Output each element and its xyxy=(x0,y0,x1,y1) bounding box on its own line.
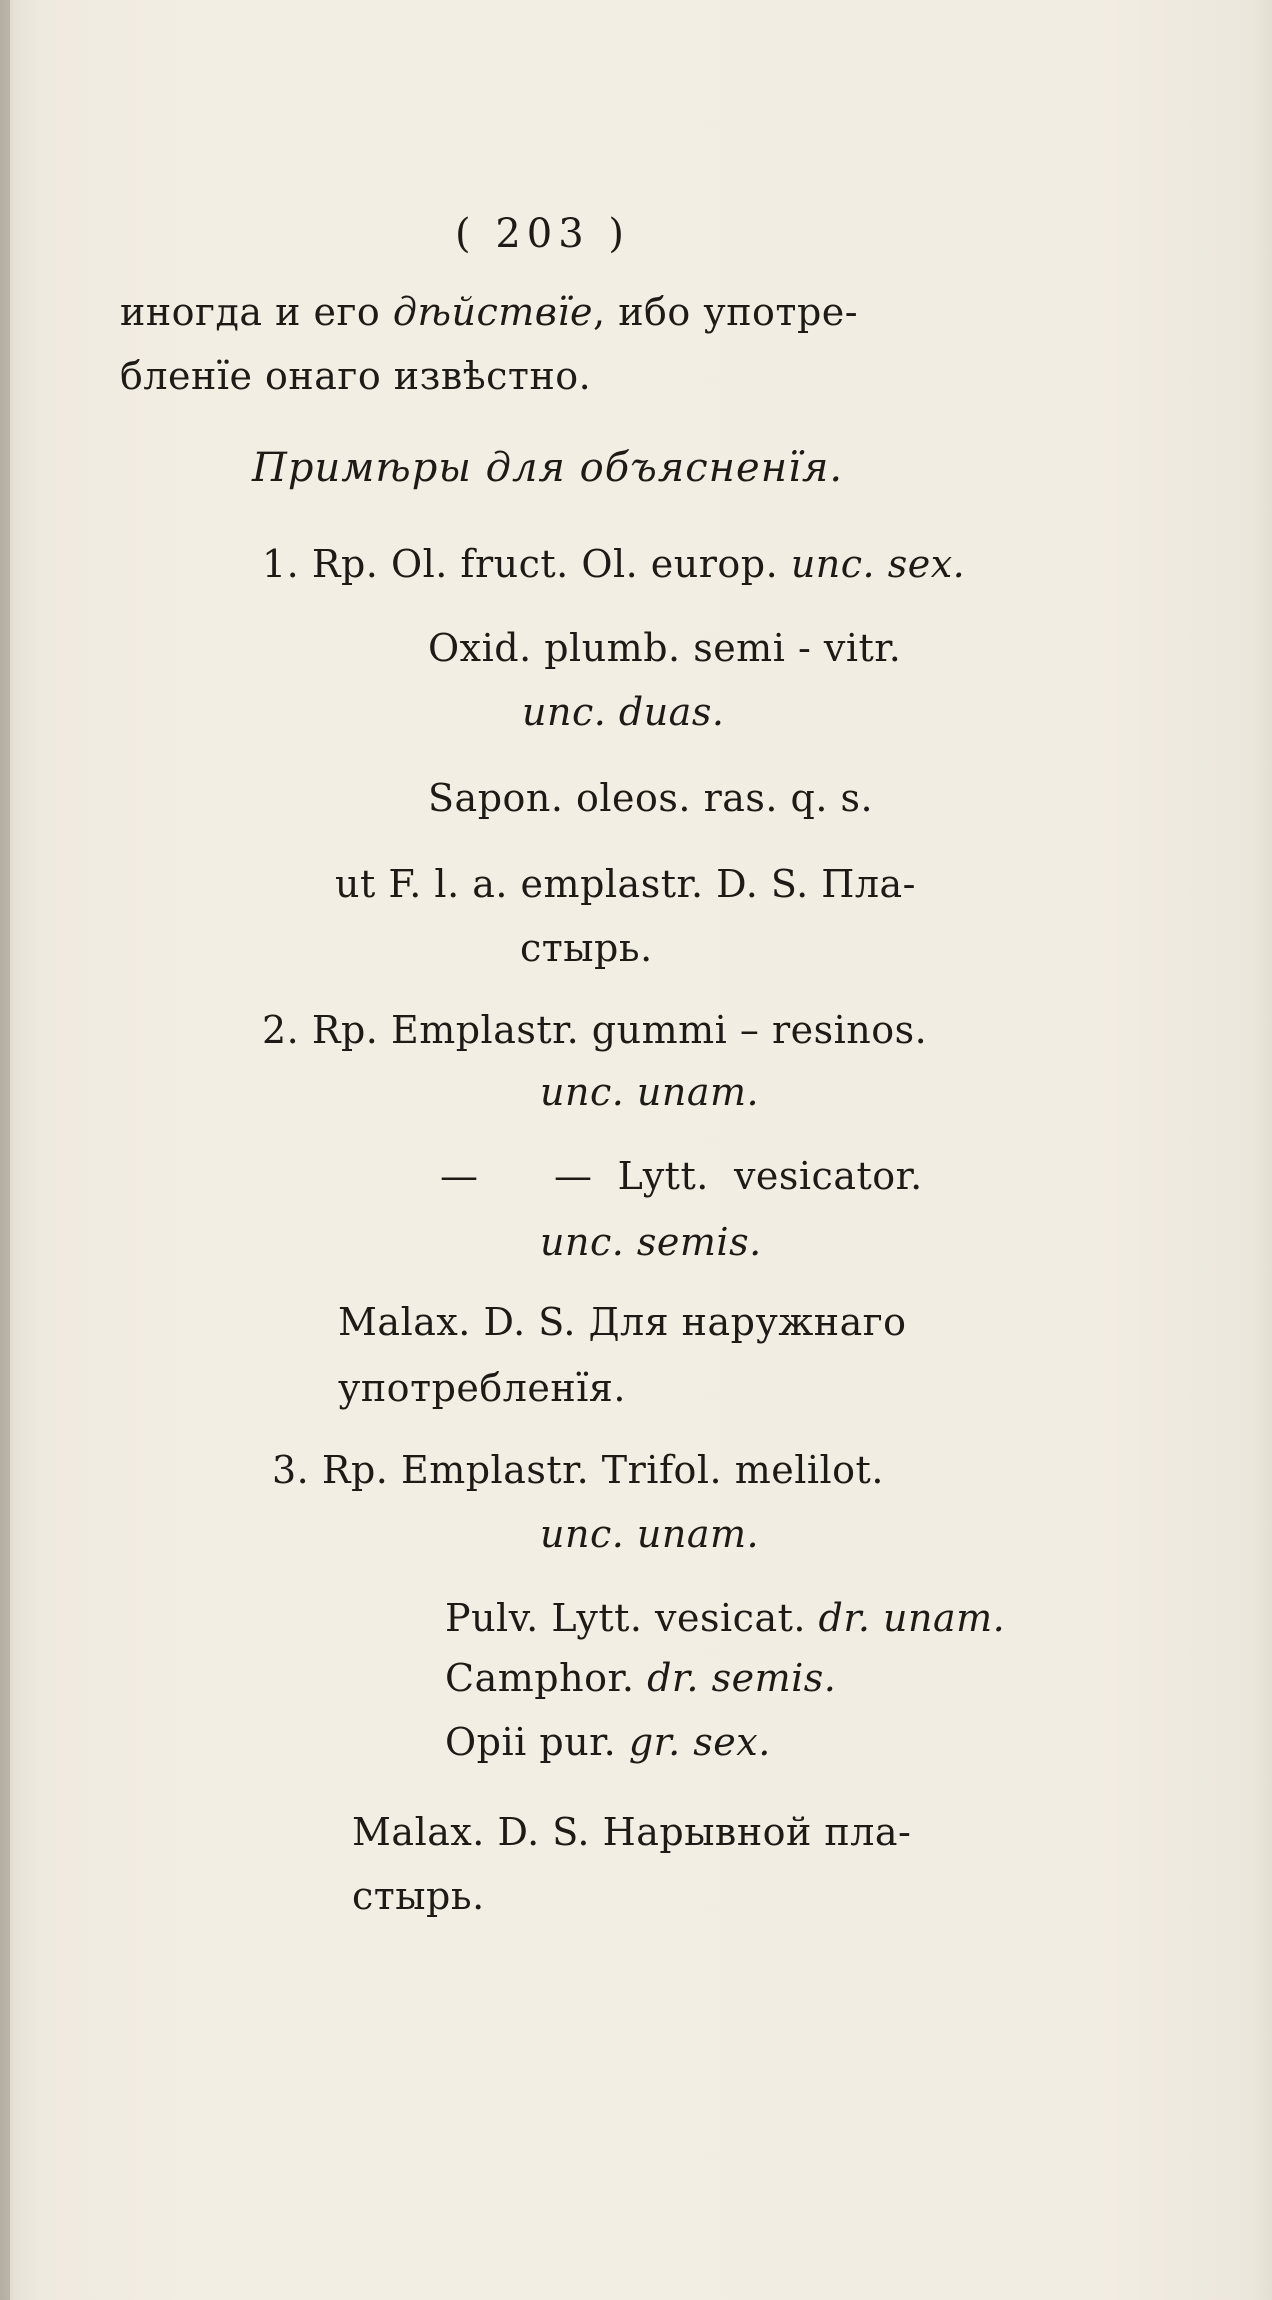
example-2-line-5: Malax. D. S. Для наружнаго xyxy=(338,1300,907,1344)
recipe-text: Pulv. Lytt. vesicat. xyxy=(445,1596,806,1640)
example-3-line-7: стырь. xyxy=(352,1874,485,1918)
example-3-line-5 xyxy=(445,1720,771,1764)
page-number: ( 203 ) xyxy=(455,211,630,257)
example-1-line-3: unc. duas. xyxy=(522,690,725,734)
recipe-text: Camphor. xyxy=(445,1656,635,1700)
example-2-line-1 xyxy=(262,1008,927,1052)
example-number: 3. xyxy=(272,1448,310,1492)
recipe-dose: unc. sex. xyxy=(790,542,966,586)
example-number: 2. xyxy=(262,1008,300,1052)
paragraph-line-1 xyxy=(120,290,858,334)
example-1-line-1 xyxy=(262,542,965,586)
example-1-line-4: Sapon. oleos. ras. q. s. xyxy=(428,776,874,820)
recipe-dose: dr. unam. xyxy=(818,1596,1006,1640)
example-2-line-6: употребленїя. xyxy=(338,1366,626,1410)
recipe-text: Rp. Ol. fruct. Ol. europ. xyxy=(311,542,779,586)
section-heading: Примѣры для объясненїя. xyxy=(252,445,844,491)
paragraph-text: иногда и его xyxy=(120,290,381,334)
recipe-text: Rp. Emplastr. gummi – resinos. xyxy=(311,1008,928,1052)
recipe-dose: gr. sex. xyxy=(628,1720,771,1764)
example-3-line-4 xyxy=(445,1656,836,1700)
example-2-line-2: unc. unam. xyxy=(540,1070,760,1114)
example-2-line-4: unc. semis. xyxy=(540,1220,762,1264)
example-3-line-3 xyxy=(445,1596,1005,1640)
recipe-text: Rp. Emplastr. Trifol. melilot. xyxy=(321,1448,884,1492)
example-3-line-6: Malax. D. S. Нарывной пла- xyxy=(352,1810,912,1854)
paragraph-text: , ибо употре- xyxy=(593,290,859,334)
example-3-line-1 xyxy=(272,1448,884,1492)
example-1-line-6: стырь. xyxy=(520,926,653,970)
example-1-line-5: ut F. l. a. emplastr. D. S. Пла- xyxy=(335,862,917,906)
recipe-dose: dr. semis. xyxy=(647,1656,837,1700)
example-number: 1. xyxy=(262,542,300,586)
paragraph-italic-word: дѣйствїе xyxy=(392,290,594,334)
paragraph-line-2: бленїе онаго извѣстно. xyxy=(120,354,592,398)
recipe-text: Opii pur. xyxy=(445,1720,617,1764)
page-gutter xyxy=(0,0,10,2300)
example-3-line-2: unc. unam. xyxy=(540,1512,760,1556)
example-2-line-3: — — Lytt. vesicator. xyxy=(440,1154,923,1198)
example-1-line-2: Oxid. plumb. semi - vitr. xyxy=(428,626,902,670)
